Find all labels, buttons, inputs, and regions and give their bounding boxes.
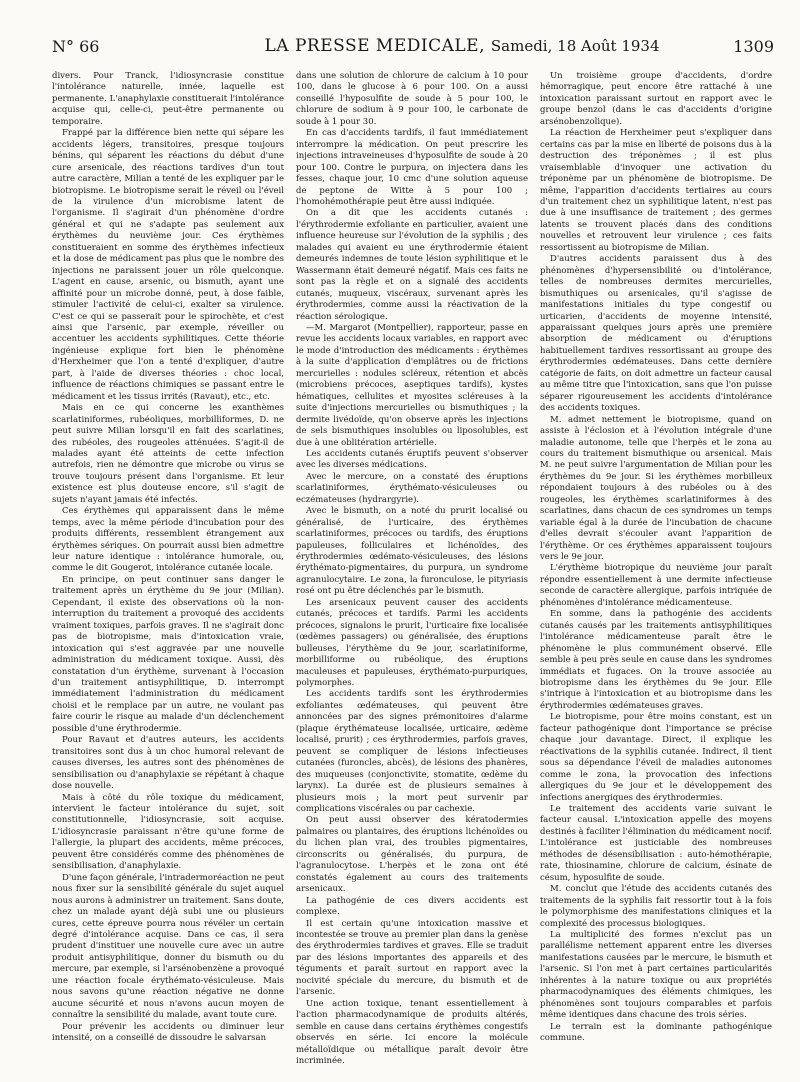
paragraph: Un troisième groupe d'accidents, d'ordre hémorragique, peut encore être rattaché à une intoxication paraissant surtout en rapport avec le groupe benzol (dans le cas d'accidents d'origine arsénobenzolique). bbox=[540, 71, 772, 127]
page-number: 1309 bbox=[733, 37, 774, 56]
paragraph: En somme, dans la pathogénie des accidents cutanés causés par les traitements antisyphilitiques l'intolérance médicamenteuse paraît être le phénomène le plus communément observé. Elle semble à peu près seule en cause dans les syndromes immédiats et fugaces. On la trouve associée au biotropisme dans les érythèmes du 9e jour. Elle s'intrique à l'intoxication et au biotropisme dans les érythrodermies œdémateuses graves. bbox=[540, 609, 772, 711]
paragraph: Les accidents cutanés éruptifs peuvent s'observer avec les diverses médications. bbox=[296, 448, 528, 471]
page-header bbox=[52, 37, 774, 61]
paragraph: M. admet nettement le biotropisme, quand on assiste à l'éclosion et à l'évolution intégrale d'une maladie autonome, telle que l'herpès et le zona au cours du traitement bismuthique ou arsenical. Mais M. ne peut suivre l'argumentation de Milian pour les érythèmes du 9e jour. Si les érythèmes morbilleux répondaient toujours à des rubéoles ou à des rougeoles, les érythèmes scarlatiniformes à des scarlatines, dans chacun de ces syndromes un temps variable égal à la durée de l'incubation de chacune d'elles devrait s'écouler avant l'apparition de l'érythème. Or ces érythèmes apparaissent toujours vers le 9e jour. bbox=[540, 414, 772, 563]
paragraph: Il est certain qu'une intoxication massive et incontestée se trouve au premier plan dans la genèse des érythrodermies tardives et graves. Elle se traduit par des lésions importantes des appareils et des téguments et paraît surtout en rapport avec la nocivité spéciale du mercure, du bismuth et de l'arsenic. bbox=[296, 918, 528, 998]
paragraph: Le terrain est la dominante pathogénique commune. bbox=[540, 1021, 772, 1044]
paragraph: Mais à côté du rôle toxique du médicament, intervient le facteur intolérance du sujet, soit constitutionnelle, l'idiosyncrasie, soit acquise. L'idiosyncrasie paraissant n'être qu'une forme de l'allergie, la plupart des accidents, même précoces, peuvent être considérés comme des phénomènes de sensibilisation, d'anaphylaxie. bbox=[52, 792, 284, 872]
article-body bbox=[52, 71, 774, 1071]
paragraph: Les arsenicaux peuvent causer des accidents cutanés, précoces et tardifs. Parmi les accidents précoces, signalons le prurit, l'urticaire fixe localisée (œdèmes passagers) ou généralisée, des éruptions bulleuses, l'érythème du 9e jour, scarlatiniforme, morbilliforme ou rubéolique, des éruptions maculeuses et papuleuses, érythémato-purpuriques, polymorphes. bbox=[296, 597, 528, 689]
paragraph: Avec le bismuth, on a noté du prurit localisé ou généralisé, de l'urticaire, des érythèmes scarlatiniformes, précoces ou tardifs, des éruptions papuleuses, folliculaires et lichénoïdes, des érythrodermies œdémato-vésiculeuses, des lésions érythémato-pigmentaires, du purpura, un syndrome agranulocytaire. Le zona, la furonculose, le pityriasis rosé ont pu être déclenchés par le bismuth. bbox=[296, 506, 528, 597]
paragraph: En principe, on peut continuer sans danger le traitement après un érythème du 9e jour (Milian). Cependant, il existe des observations où la non-interruption du traitement a provoqué des accidents vraiment toxiques, parfois graves. Il ne s'agirait donc pas de biotropisme, mais d'intoxication vraie, intoxication qui s'est aggravée par une nouvelle administration du médicament toxique. Aussi, dès constatation d'un érythème, survenant à l'occasion d'un traitement antisyphilitique, D. interrompt immédiatement l'administration du médicament choisi et le remplace par un autre, ne voulant pas faire courir le risque au malade d'un déclenchement possible d'une érythrodermie. bbox=[52, 574, 284, 734]
paragraph: M. conclut que l'étude des accidents cutanés des traitements de la syphilis fait ressortir tout à la fois le polymorphisme des manifestations cliniques et la complexité des processus biologiques. bbox=[540, 884, 772, 929]
paragraph: La multiplicité des formes n'exclut pas un parallélisme nettement apparent entre les diverses manifestations causées par le mercure, le bismuth et l'arsenic. Si l'on met à part certaines particularités inhérentes à la nature toxique ou aux propriétés pharmacodynamiques des éléments chimiques, les phénomènes sont toujours comparables et parfois même identiques dans chacune des trois séries. bbox=[540, 929, 772, 1021]
paragraph: L'érythème biotropique du neuvième jour paraît répondre essentiellement à une dermite infectieuse seconde de caractère allergique, parfois intriquée de phénomènes d'intolérance médicamenteuse. bbox=[540, 563, 772, 608]
paragraph: divers. Pour Tranck, l'idiosyncrasie constitue l'intolérance naturelle, innée, laquelle est permanente. L'anaphylaxie constituerait l'intolérance acquise qui, celle-ci, peut-être permanente ou temporaire. bbox=[52, 71, 284, 127]
paragraph: Mais en ce qui concerne les exanthèmes scarlatiniformes, rubéoliques, morbilliformes, D. ne peut suivre Milian lorsqu'il en fait des scarlatines, des rubéoles, des rougeoles atténuées. S'agit-il de malades ayant été atteints de cette infection autrefois, rien ne démontre que microbe ou virus se trouve toujours présent dans l'organisme. Et leur existence est plus douteuse encore, s'il s'agit de sujets n'ayant jamais été infectés. bbox=[52, 403, 284, 505]
journal-name: LA PRESSE MEDICALE, bbox=[264, 36, 485, 56]
paragraph: Pour Ravaut et d'autres auteurs, les accidents transitoires sont dus à un choc humoral relevant de causes diverses, les autres sont des phénomènes de sensibilisation ou d'anaphylaxie se répétant à chaque dose nouvelle. bbox=[52, 735, 284, 792]
paragraph: On peut aussi observer des kératodermies palmaires ou plantaires, des éruptions lichénoïdes ou du lichen plan vrai, des troubles pigmentaires, circonscrits ou généralisés, du purpura, de l'agranulocytose. L'herpès et le zona ont été constatés également au cours des traitements arsenicaux. bbox=[296, 815, 528, 895]
paragraph: D'autres accidents paraissent dus à des phénomènes d'hypersensibilité ou d'intolérance, telles de nombreuses dermites mercurielles, bismuthiques ou arsenicales, qu'il s'agisse de manifestations initiales du type congestif ou urticarien, d'accidents de moyenne intensité, apparaissant quelques jours après une première absorption de médicament ou d'éruptions habituellement tardives ressortissant au groupe des érythrodermies œdémateuses. Dans cette dernière catégorie de faits, on doit admettre un facteur causal au même titre que l'intoxication, sans que l'on puisse séparer rigoureusement les accidents d'intolérance des accidents toxiques. bbox=[540, 254, 772, 414]
paragraph: Une action toxique, tenant essentiellement à l'action pharmacodynamique de produits altérés, semble en cause dans certains érythèmes congestifs observés en série. Ici encore la molécule métalloïdique ou métallique paraît devoir être incriminée. bbox=[296, 998, 528, 1066]
paragraph: Ces érythèmes qui apparaissent dans le même temps, avec la même période d'incubation pour des produits différents, ressemblent étrangement aux érythèmes sériques. On pourrait aussi bien admettre leur nature identique : intolérance humorale, ou, comme le dit Gougerot, intolérance cutanée locale. bbox=[52, 506, 284, 574]
issue-date: Samedi, 18 Août 1934 bbox=[490, 37, 660, 55]
paragraph: La pathogénie de ces divers accidents est complexe. bbox=[296, 895, 528, 918]
paragraph: Frappé par la différence bien nette qui sépare les accidents légers, transitoires, presque toujours bénins, qui séparent les réactions du début d'une cure arsenicale, des réactions tardives d'un tout autre caractère, Milian a tenté de les expliquer par le biotropisme. Le biotropisme serait le réveil ou l'éveil de la virulence d'un microbisme latent de l'organisme. Il s'agirait d'un phénomène d'ordre général et qui ne s'adapte pas seulement aux érythèmes du neuvième jour. Ces érythèmes constitueraient en somme des érythèmes infectieux et la dose de médicament pas plus que le nombre des injections ne paraissent jouer un rôle quelconque. L'agent en cause, arsenic, ou bismuth, ayant une affinité pour un microbe donné, peut, à dose faible, stimuler l'activité de celui-ci, exalter sa virulence. C'est ce qui se passerait pour le spirochète, et c'est ainsi que l'arsenic, par exemple, réveiller ou accentuer les accidents syphilitiques. Cette théorie ingénieuse explique fort bien le phénomène d'Herxheimer que l'on a tenté d'expliquer, d'autre part, à l'aide de diverses théories : choc local, influence de réactions chimiques se passant entre le médicament et les tissus irrités (Ravaut), etc., etc. bbox=[52, 128, 284, 402]
journal-title-line bbox=[252, 36, 672, 56]
paragraph: D'une façon générale, l'intradermoréaction ne peut nous fixer sur la sensibilité générale du sujet auquel nous aurons à administrer un traitement. Sans doute, chez un malade ayant déjà subi une ou plusieurs cures, cette épreuve pourra nous révéler un certain degré d'intolérance acquise. Dans ce cas, il sera prudent d'instituer une nouvelle cure avec un autre produit antisyphilitique, donner du bismuth ou du mercure, par exemple, si l'arsénobenzène a provoqué une réaction focale érythémato-vésiculeuse. Mais nous savons qu'une réaction négative ne donne aucune sécurité et nous n'avons aucun moyen de connaître la sensibilité du malade, avant toute cure. bbox=[52, 872, 284, 1021]
paragraph: —M. Margarot (Montpellier), rapporteur, passe en revue les accidents locaux variables, en rapport avec le mode d'introduction des médicaments : érythèmes à la suite d'application d'emplâtres ou de frictions mercurielles : nodules scléreux, rétention et abcès (microbiens précoces, aseptiques tardifs), kystes hématiques, cellulites et myosites scléreuses à la suite d'injections mercurielles ou bismuthiques ; la dermite livédoïde, qu'on observe après les injections de sels bismuthiques insolubles ou liposolubles, est due à une oblitération artérielle. bbox=[296, 322, 528, 448]
paragraph: La réaction de Herxheimer peut s'expliquer dans certains cas par la mise en liberté de poisons dus à la destruction des tréponèmes ; il est plus vraisemblable d'invoquer une activation du tréponème par un phénomène de biotropisme. De même, l'apparition d'accidents tertiaires au cours d'un traitement chez un syphilitique latent, n'est pas due à une insuffisance de traitement ; des germes latents se trouvent placés dans des conditions nouvelles et retrouvent leur virulence ; ces faits ressortissent au biotropisme de Milian. bbox=[540, 128, 772, 253]
paragraph: Le biotropisme, pour être moins constant, est un facteur pathogénique dont l'importance se précise chaque jour davantage. Direct, il explique les réactivations de la syphilis cutanée. Indirect, il tient sous sa dépendance l'éveil de maladies autonomes comme le zona, la provocation des infections allergiques du 9e jour et le développement des infections anergiques des érythrodermies. bbox=[540, 712, 772, 803]
issue-number: N° 66 bbox=[52, 37, 100, 56]
column-1 bbox=[52, 71, 284, 1071]
paragraph: Le traitement des accidents varie suivant le facteur causal. L'intoxication appelle des moyens destinés à faciliter l'élimination du médicament nocif. L'intolérance est justiciable des nombreuses méthodes de désensibilisation : auto-hémothérapie, rate, thiosinamine, chlorure de calcium, ésinate de césum, hyposulfite de soude. bbox=[540, 804, 772, 883]
paragraph: En cas d'accidents tardifs, il faut immédiatement interrompre la médication. On peut prescrire les injections intraveineuses d'hyposulfite de soude à 20 pour 100. Contre le purpura, on injectera dans les fesses, chaque jour, 10 cmc d'une solution aqueuse de peptone de Witte à 5 pour 100 ; l'homohémothérapie peut être aussi indiquée. bbox=[296, 128, 528, 207]
paragraph: dans une solution de chlorure de calcium à 10 pour 100, dans le glucose à 6 pour 100. On a aussi conseillé l'hyposulfite de soude à 5 pour 100, le chlorure de sodium à 9 pour 100, le carbonate de soude à 1 pour 30. bbox=[296, 71, 528, 127]
paragraph: Les accidents tardifs sont les érythrodermies exfoliantes œdémateuses, qui peuvent être annoncées par des signes prémonitoires d'alarme (plaque érythémateuse localisée, urticaire, œdème localisé, prurit) ; ces érythrodermies, parfois graves, peuvent se compliquer de lésions infectieuses cutanées (furoncles, abcès), de lésions des phanères, des muqueuses (conjonctivite, stomatite, œdème du larynx). La durée est de plusieurs semaines à plusieurs mois ; la mort peut survenir par complications viscérales ou par cachexie. bbox=[296, 689, 528, 814]
paragraph: On a dit que les accidents cutanés : l'érythrodermie exfoliante en particulier, avaient une influence heureuse sur l'évolution de la syphilis ; des malades qui avaient eu une érythrodermie étaient demeurés indemnes de toute lésion syphilitique et le Wassermann était demeuré négatif. Mais ces faits ne sont pas la règle et on a signalé des accidents cutanés, muqueux, viscéraux, survenant après les érythrodermies, comme aussi la réactivation de la réaction sérologique. bbox=[296, 208, 528, 322]
paragraph: Avec le mercure, on a constaté des éruptions scarlatiniformes, érythémato-vésiculeuses ou eczémateuses (hydrargyrie). bbox=[296, 471, 528, 505]
column-2 bbox=[296, 71, 528, 1071]
paragraph: Pour prévenir les accidents ou diminuer leur intensité, on a conseillé de dissoudre le salvarsan bbox=[52, 1021, 284, 1044]
column-3 bbox=[540, 71, 772, 1071]
